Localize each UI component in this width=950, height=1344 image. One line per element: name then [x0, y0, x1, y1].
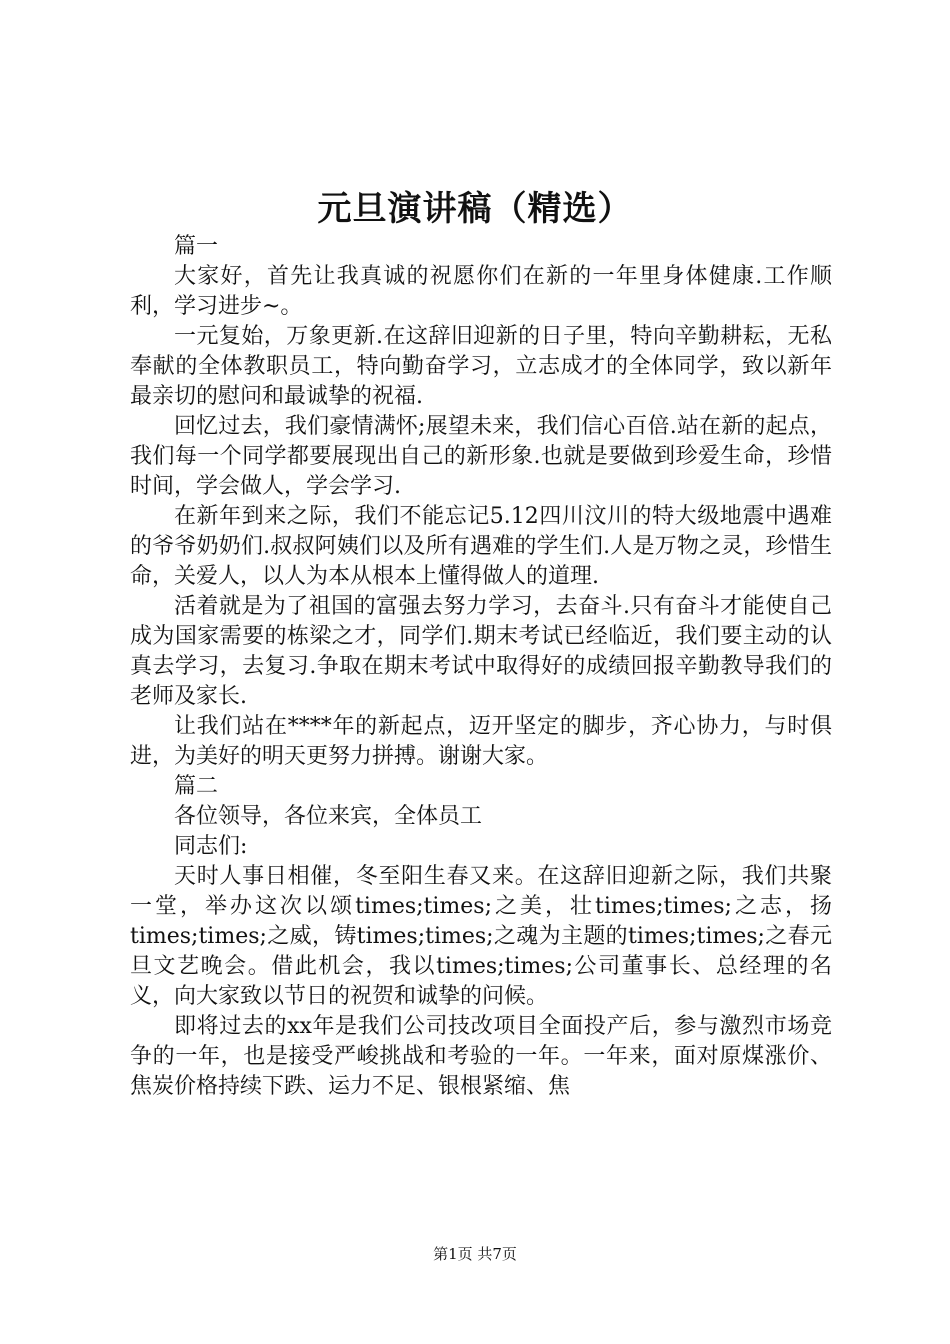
paragraph: 回忆过去，我们豪情满怀;展望未来，我们信心百倍.站在新的起点，我们每一个同学都要展现出自己的新形象.也就是要做到珍爱生命，珍惜时间，学会做人，学会学习. — [130, 414, 832, 499]
paragraph: 大家好，首先让我真诚的祝愿你们在新的一年里身体健康.工作顺利，学习进步~。 — [130, 264, 832, 319]
document-body — [130, 232, 832, 1102]
paragraph: 即将过去的xx年是我们公司技改项目全面投产后，参与激烈市场竞争的一年，也是接受严峻挑战和考验的一年。一年来，面对原煤涨价、焦炭价格持续下跌、运力不足、银根紧缩、焦 — [130, 1014, 832, 1099]
paragraph: 活着就是为了祖国的富强去努力学习，去奋斗.只有奋斗才能使自己成为国家需要的栋梁之才，同学们.期末考试已经临近，我们要主动的认真去学习，去复习.争取在期末考试中取得好的成绩回报辛勤教导我们的老师及家长. — [130, 594, 832, 709]
paragraph: 各位领导，各位来宾，全体员工 — [174, 804, 483, 829]
document-title: 元旦演讲稿（精选） — [317, 189, 633, 229]
paragraph: 让我们站在****年的新起点，迈开坚定的脚步，齐心协力，与时俱进，为美好的明天更努力拼搏。谢谢大家。 — [130, 714, 832, 769]
page-number: 第1页 共7页 — [433, 1245, 517, 1263]
paragraph: 在新年到来之际，我们不能忘记5.12四川汶川的特大级地震中遇难的爷爷奶奶们.叔叔阿姨们以及所有遇难的学生们.人是万物之灵，珍惜生命，关爱人，以人为本从根本上懂得做人的道理. — [130, 504, 832, 589]
paragraph: 篇一 — [174, 234, 219, 259]
paragraph: 天时人事日相催，冬至阳生春又来。在这辞旧迎新之际，我们共聚一堂，举办这次以颂times;times;之美，壮times;times;之志，扬times;times;之威，铸times;times;之魂为主题的times;times;之春元旦文艺晚会。借此机会，我以times;times;公司董事长、总经理的名义，向大家致以节日的祝贺和诚挚的问候。 — [130, 864, 832, 1009]
paragraph: 一元复始，万象更新.在这辞旧迎新的日子里，特向辛勤耕耘，无私奉献的全体教职员工，特向勤奋学习，立志成才的全体同学，致以新年最亲切的慰问和最诚挚的祝福. — [130, 324, 832, 409]
paragraph: 同志们: — [174, 834, 248, 859]
paragraph: 篇二 — [174, 774, 219, 799]
